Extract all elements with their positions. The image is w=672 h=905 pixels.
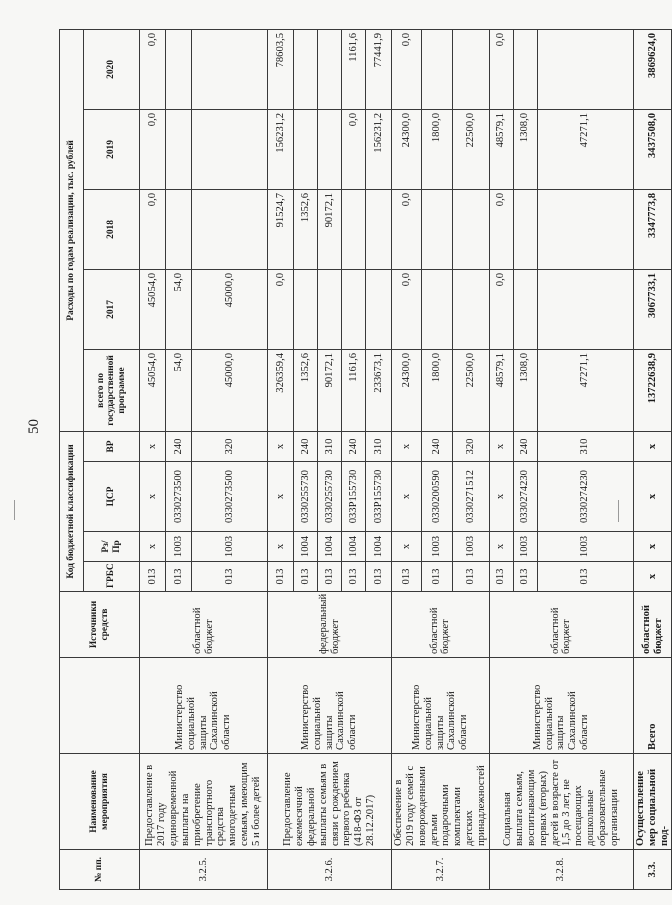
cell-csr: 0330271512 — [452, 462, 489, 532]
cell-2017 — [342, 269, 366, 349]
table-row — [392, 29, 422, 889]
cell-2017 — [294, 269, 318, 349]
cell-grbs: 013 — [537, 562, 633, 592]
cell-vr: 240 — [513, 431, 537, 461]
cell-2020: 0,0 — [392, 29, 422, 109]
row-name: Социальная выплата семьям, воспитывающим первых (вторых) детей в возрасте от 1,5 до 3 лет, не посещающих дошкольные образовательные организации — [489, 754, 633, 850]
cell-rz: 1003 — [192, 532, 268, 562]
rotated-table-container — [59, 30, 670, 890]
cell-vr: 320 — [452, 431, 489, 461]
cell-grbs: 013 — [294, 562, 318, 592]
cell-2020 — [422, 29, 452, 109]
cell-vr: 240 — [342, 431, 366, 461]
cell-rz: 1004 — [366, 532, 392, 562]
cell-total: 48579,1 — [489, 349, 513, 431]
cell-grbs: 013 — [452, 562, 489, 592]
cell-rz: 1004 — [342, 532, 366, 562]
row-executor: Министерство социальной защиты Сахалинской области — [392, 658, 490, 754]
cell-grbs: 013 — [422, 562, 452, 592]
margin-mark-left — [14, 500, 15, 520]
cell-total: 45000,0 — [192, 349, 268, 431]
cell-csr: 0330273500 — [192, 462, 268, 532]
cell-2018: 3347773,8 — [633, 189, 672, 269]
header-source: Источники средств — [60, 592, 140, 658]
table-row — [633, 29, 672, 889]
cell-vr: 240 — [166, 431, 192, 461]
header-vr: ВР — [84, 431, 140, 461]
header-total: всего по государственной программе — [84, 349, 140, 431]
row-executor: Министерство социальной защиты Сахалинской области — [140, 658, 268, 754]
cell-rz: 1003 — [422, 532, 452, 562]
cell-2017 — [537, 269, 633, 349]
cell-2018: 1352,6 — [294, 189, 318, 269]
cell-csr: 0330273500 — [166, 462, 192, 532]
cell-vr: х — [140, 431, 166, 461]
cell-vr: 240 — [422, 431, 452, 461]
cell-2017: 45054,0 — [140, 269, 166, 349]
header-expenses: Расходы по годам реализации, тыс. рублей — [60, 29, 84, 431]
cell-vr: х — [392, 431, 422, 461]
header-2018: 2018 — [84, 189, 140, 269]
cell-csr: 0330255730 — [294, 462, 318, 532]
cell-rz: 1004 — [294, 532, 318, 562]
cell-2020: 0,0 — [140, 29, 166, 109]
cell-rz: х — [268, 532, 294, 562]
row-executor: Министерство социальной защиты Сахалинской области — [268, 658, 392, 754]
cell-vr: 310 — [366, 431, 392, 461]
cell-vr: х — [633, 431, 672, 461]
cell-2018: 0,0 — [489, 189, 513, 269]
header-rz: Рз/Пр — [84, 532, 140, 562]
cell-2019: 156231,2 — [366, 109, 392, 189]
header-2020: 2020 — [84, 29, 140, 109]
cell-csr: 033P155730 — [342, 462, 366, 532]
row-name: Обеспечение в 2019 году семей с новорожденными детьми подарочными комплектами детских принадлежностей — [392, 754, 490, 850]
row-number: 3.2.5. — [140, 850, 268, 890]
cell-2018: 91524,7 — [268, 189, 294, 269]
row-name: Предоставление в 2017 году единовременной выплаты на приобретение транспортного средства многодетным семьям, имеющим 5 и более детей — [140, 754, 268, 850]
cell-2020 — [452, 29, 489, 109]
cell-csr: х — [392, 462, 422, 532]
row-executor: Всего — [633, 658, 672, 754]
table-row — [268, 29, 294, 889]
cell-2017: 3067733,1 — [633, 269, 672, 349]
cell-total: 1352,6 — [294, 349, 318, 431]
cell-total: 45054,0 — [140, 349, 166, 431]
cell-grbs: 013 — [318, 562, 342, 592]
cell-2019 — [294, 109, 318, 189]
cell-total: 54,0 — [166, 349, 192, 431]
cell-csr: х — [268, 462, 294, 532]
cell-csr: х — [140, 462, 166, 532]
cell-rz: х — [489, 532, 513, 562]
cell-grbs: х — [633, 562, 672, 592]
cell-2018 — [166, 189, 192, 269]
cell-2019: 156231,2 — [268, 109, 294, 189]
cell-total: 233673,1 — [366, 349, 392, 431]
cell-total: 1308,0 — [513, 349, 537, 431]
header-row-1 — [60, 29, 84, 889]
cell-2019: 24300,0 — [392, 109, 422, 189]
row-name: Осуществление мер социальной под- — [633, 754, 672, 850]
cell-csr: 0330255730 — [318, 462, 342, 532]
header-budget-code: Код бюджетной классификации — [60, 431, 84, 591]
cell-rz: 1003 — [452, 532, 489, 562]
cell-2017 — [452, 269, 489, 349]
cell-2019: 0,0 — [140, 109, 166, 189]
cell-2020 — [294, 29, 318, 109]
row-number: 3.3. — [633, 850, 672, 890]
table-row — [140, 29, 166, 889]
row-number: 3.2.6. — [268, 850, 392, 890]
cell-2017 — [366, 269, 392, 349]
cell-2017: 45000,0 — [192, 269, 268, 349]
cell-2020: 3869624,0 — [633, 29, 672, 109]
cell-rz: х — [633, 532, 672, 562]
cell-rz: 1003 — [166, 532, 192, 562]
row-source: областной бюджет — [140, 592, 268, 658]
cell-2019: 0,0 — [342, 109, 366, 189]
cell-2019: 47271,1 — [537, 109, 633, 189]
cell-2017: 54,0 — [166, 269, 192, 349]
cell-2020 — [192, 29, 268, 109]
cell-grbs: 013 — [140, 562, 166, 592]
cell-csr: х — [489, 462, 513, 532]
cell-2019: 22500,0 — [452, 109, 489, 189]
cell-2018 — [366, 189, 392, 269]
cell-2018 — [513, 189, 537, 269]
row-source: областной бюджет — [489, 592, 633, 658]
cell-total: 13722638,9 — [633, 349, 672, 431]
cell-2019: 1800,0 — [422, 109, 452, 189]
cell-grbs: 013 — [192, 562, 268, 592]
cell-2018: 0,0 — [140, 189, 166, 269]
cell-2019 — [318, 109, 342, 189]
cell-2017 — [318, 269, 342, 349]
budget-table — [59, 29, 672, 890]
cell-vr: х — [489, 431, 513, 461]
cell-2018 — [342, 189, 366, 269]
row-executor: Министерство социальной защиты Сахалинской области — [489, 658, 633, 754]
cell-total: 1161,6 — [342, 349, 366, 431]
cell-total: 24300,0 — [392, 349, 422, 431]
cell-2018 — [452, 189, 489, 269]
cell-2018: 0,0 — [392, 189, 422, 269]
cell-rz: х — [392, 532, 422, 562]
cell-vr: 320 — [192, 431, 268, 461]
table-row — [489, 29, 513, 889]
cell-2020: 1161,6 — [342, 29, 366, 109]
cell-grbs: 013 — [392, 562, 422, 592]
cell-2018 — [537, 189, 633, 269]
cell-csr: х — [633, 462, 672, 532]
cell-total: 22500,0 — [452, 349, 489, 431]
header-grbs: ГРБС — [84, 562, 140, 592]
cell-2017 — [513, 269, 537, 349]
cell-grbs: 013 — [268, 562, 294, 592]
cell-total: 90172,1 — [318, 349, 342, 431]
cell-total: 326359,4 — [268, 349, 294, 431]
row-name: Предоставление ежемесячной федеральной выплаты семьям в связи с рождением первого ребенка (418-ФЗ от 28.12.2017) — [268, 754, 392, 850]
cell-2020 — [537, 29, 633, 109]
header-num: № пп. — [60, 850, 140, 890]
cell-total: 47271,1 — [537, 349, 633, 431]
cell-rz: 1003 — [537, 532, 633, 562]
cell-grbs: 013 — [342, 562, 366, 592]
cell-rz: 1003 — [513, 532, 537, 562]
cell-rz: 1004 — [318, 532, 342, 562]
cell-vr: х — [268, 431, 294, 461]
cell-grbs: 013 — [489, 562, 513, 592]
cell-vr: 310 — [537, 431, 633, 461]
cell-2017: 0,0 — [489, 269, 513, 349]
cell-csr: 0330274230 — [537, 462, 633, 532]
cell-total: 1800,0 — [422, 349, 452, 431]
page-number: 50 — [26, 419, 42, 434]
cell-2018 — [192, 189, 268, 269]
cell-2017 — [422, 269, 452, 349]
row-source: федеральный бюджет — [268, 592, 392, 658]
cell-2019: 1308,0 — [513, 109, 537, 189]
row-number: 3.2.7. — [392, 850, 490, 890]
cell-vr: 310 — [318, 431, 342, 461]
cell-rz: х — [140, 532, 166, 562]
cell-2020: 0,0 — [489, 29, 513, 109]
header-executor — [60, 658, 140, 754]
cell-2019 — [166, 109, 192, 189]
cell-2020: 78603,5 — [268, 29, 294, 109]
row-source: областной бюджет — [392, 592, 490, 658]
cell-2020: 77441,9 — [366, 29, 392, 109]
cell-2019 — [192, 109, 268, 189]
header-2019: 2019 — [84, 109, 140, 189]
cell-grbs: 013 — [513, 562, 537, 592]
cell-2017: 0,0 — [268, 269, 294, 349]
cell-grbs: 013 — [166, 562, 192, 592]
cell-2020 — [166, 29, 192, 109]
cell-csr: 033P155730 — [366, 462, 392, 532]
cell-2020 — [513, 29, 537, 109]
cell-grbs: 013 — [366, 562, 392, 592]
row-source: областной бюджет — [633, 592, 672, 658]
cell-2017: 0,0 — [392, 269, 422, 349]
cell-2018 — [422, 189, 452, 269]
cell-2019: 3437508,0 — [633, 109, 672, 189]
cell-vr: 240 — [294, 431, 318, 461]
header-name: Наименование мероприятия — [60, 754, 140, 850]
cell-2020 — [318, 29, 342, 109]
cell-2019: 48579,1 — [489, 109, 513, 189]
row-number: 3.2.8. — [489, 850, 633, 890]
cell-csr: 0330274230 — [513, 462, 537, 532]
header-csr: ЦСР — [84, 462, 140, 532]
header-2017: 2017 — [84, 269, 140, 349]
cell-2018: 90172,1 — [318, 189, 342, 269]
cell-csr: 0330200590 — [422, 462, 452, 532]
